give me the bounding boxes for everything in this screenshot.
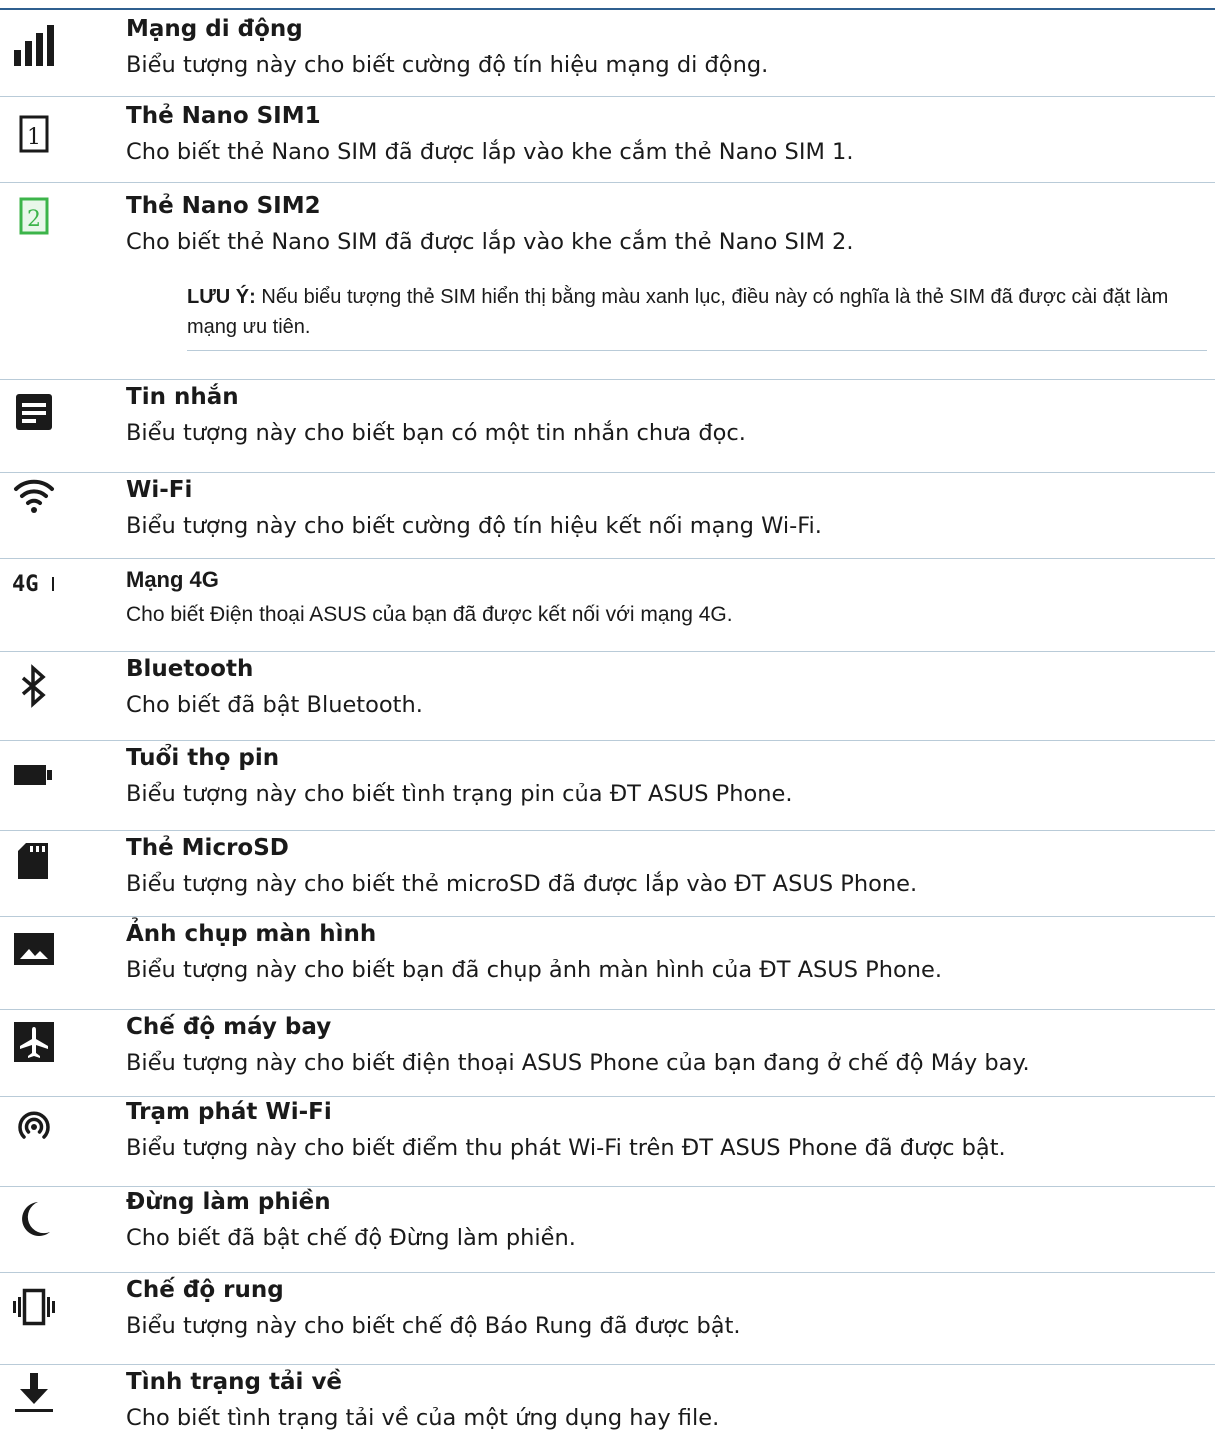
list-item — [0, 97, 1215, 183]
list-item — [0, 1097, 1215, 1187]
message-icon — [12, 390, 56, 434]
list-item — [0, 380, 1215, 473]
item-description: Biểu tượng này cho biết chế độ Báo Rung đã được bật. — [126, 1313, 741, 1339]
microsd-icon — [12, 839, 56, 883]
item-title: Chế độ rung — [126, 1277, 284, 1303]
list-item — [0, 10, 1215, 97]
item-title: Mạng di động — [126, 16, 303, 42]
note-text — [187, 282, 1207, 342]
item-description: Biểu tượng này cho biết bạn có một tin nhắn chưa đọc. — [126, 420, 746, 446]
item-description: Cho biết Điện thoại ASUS của bạn đã được kết nối với mạng 4G. — [126, 603, 733, 626]
item-description: Biểu tượng này cho biết bạn đã chụp ảnh màn hình của ĐT ASUS Phone. — [126, 957, 943, 983]
item-title: Tuổi thọ pin — [126, 745, 280, 771]
item-description: Cho biết đã bật chế độ Đừng làm phiền. — [126, 1225, 576, 1251]
signal-bars-icon — [12, 24, 56, 68]
item-description: Cho biết tình trạng tải về của một ứng dụng hay file. — [126, 1405, 720, 1431]
hotspot-icon — [12, 1105, 56, 1149]
item-description: Biểu tượng này cho biết thẻ microSD đã được lắp vào ĐT ASUS Phone. — [126, 871, 918, 897]
sim2-card-icon — [12, 193, 56, 237]
list-item — [0, 473, 1215, 559]
item-title: Mạng 4G — [126, 567, 219, 592]
list-item — [0, 917, 1215, 1010]
list-item — [0, 559, 1215, 652]
sim1-number: 1 — [27, 125, 41, 150]
item-title: Thẻ MicroSD — [126, 835, 289, 861]
item-title: Chế độ máy bay — [126, 1014, 332, 1040]
item-description: Biểu tượng này cho biết điểm thu phát Wi-Fi trên ĐT ASUS Phone đã được bật. — [126, 1135, 1006, 1161]
list-item — [0, 1273, 1215, 1365]
list-item — [0, 1010, 1215, 1097]
item-description: Biểu tượng này cho biết cường độ tín hiệu kết nối mạng Wi-Fi. — [126, 513, 822, 539]
item-title: Thẻ Nano SIM1 — [126, 103, 321, 129]
list-item — [0, 652, 1215, 741]
item-description: Cho biết đã bật Bluetooth. — [126, 692, 423, 718]
list-item — [0, 1365, 1215, 1444]
item-title: Đừng làm phiền — [126, 1189, 331, 1215]
note-body: Nếu biểu tượng thẻ SIM hiển thị bằng màu xanh lục, điều này có nghĩa là thẻ SIM đã được cài đặt làm mạng ưu tiên. — [187, 286, 1169, 338]
item-description: Biểu tượng này cho biết tình trạng pin của ĐT ASUS Phone. — [126, 781, 793, 807]
item-title: Ảnh chụp màn hình — [126, 921, 377, 947]
screenshot-icon — [12, 927, 56, 971]
item-description: Biểu tượng này cho biết cường độ tín hiệu mạng di động. — [126, 52, 769, 78]
list-item — [0, 831, 1215, 917]
battery-icon — [12, 753, 56, 797]
item-description: Cho biết thẻ Nano SIM đã được lắp vào khe cắm thẻ Nano SIM 2. — [126, 229, 854, 255]
wifi-icon — [12, 473, 56, 517]
note-label: LƯU Ý: — [187, 286, 256, 308]
list-item — [0, 741, 1215, 831]
item-description: Cho biết thẻ Nano SIM đã được lắp vào khe cắm thẻ Nano SIM 1. — [126, 139, 854, 165]
4g-icon — [12, 561, 56, 605]
bluetooth-icon — [12, 664, 56, 708]
item-title: Tin nhắn — [126, 384, 239, 410]
item-title: Tình trạng tải về — [126, 1369, 343, 1395]
vibrate-icon — [12, 1285, 56, 1329]
4g-label: 4G — [12, 572, 39, 597]
sim1-card-icon — [12, 111, 56, 155]
download-icon — [12, 1371, 56, 1415]
item-title: Trạm phát Wi-Fi — [126, 1099, 332, 1125]
list-item — [0, 1187, 1215, 1273]
note-box — [187, 282, 1207, 351]
airplane-icon — [12, 1020, 56, 1064]
sim2-number: 2 — [27, 207, 41, 232]
moon-icon — [12, 1197, 56, 1241]
item-description: Biểu tượng này cho biết điện thoại ASUS Phone của bạn đang ở chế độ Máy bay. — [126, 1050, 1030, 1076]
item-title: Bluetooth — [126, 656, 254, 682]
item-title: Wi-Fi — [126, 477, 193, 503]
item-title: Thẻ Nano SIM2 — [126, 193, 321, 219]
